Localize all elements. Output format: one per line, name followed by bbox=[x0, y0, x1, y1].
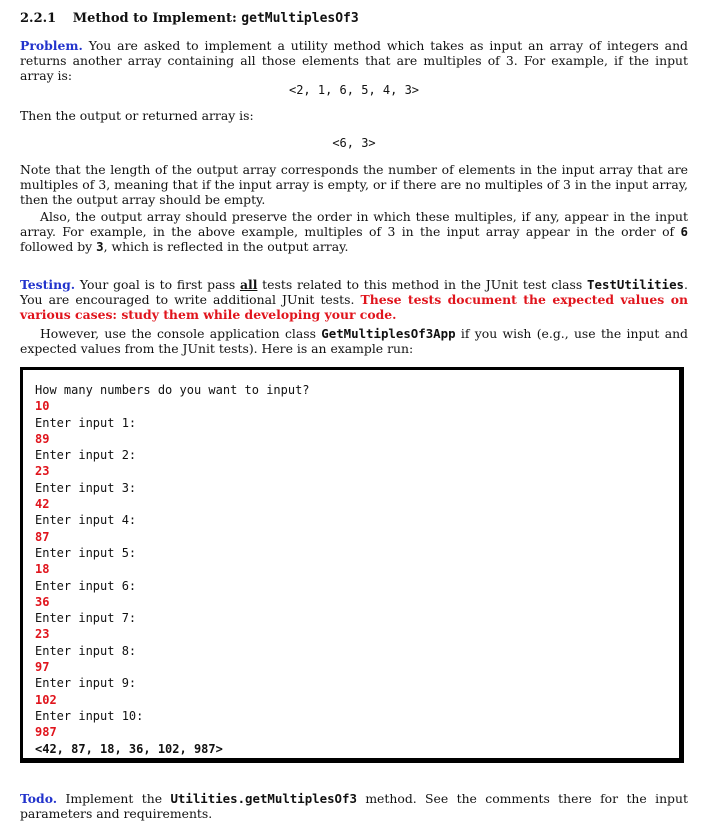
console-line: Enter input 6: bbox=[35, 578, 137, 593]
console-line: 89 bbox=[35, 431, 50, 446]
testing-text-2: tests related to this method in the JUnit test class bbox=[262, 277, 583, 292]
console-line: 987 bbox=[35, 725, 57, 740]
however-paragraph bbox=[20, 326, 688, 356]
order-six: 6 bbox=[680, 224, 688, 239]
app-class-name: GetMultiplesOf3App bbox=[321, 326, 456, 341]
todo-paragraph bbox=[20, 791, 688, 821]
console-line: Enter input 1: bbox=[35, 415, 137, 430]
example-output-array: <6, 3> bbox=[332, 136, 376, 150]
problem-text: You are asked to implement a utility method which takes as input an array of integers and returns another array containing all those elements that are multiples of 3. For example, if the input array is: bbox=[20, 38, 688, 83]
console-line: 97 bbox=[35, 660, 50, 675]
order-text-1: Also, the output array should preserve the order in which these multiples, if any, appear in the input array. For example, in the above example, multiples of 3 in the input array appear in the order of bbox=[20, 209, 688, 239]
console-line: 23 bbox=[35, 464, 50, 479]
order-three: 3 bbox=[96, 239, 104, 254]
testing-text-1: Your goal is to first pass bbox=[79, 277, 236, 292]
testing-paragraph bbox=[20, 277, 688, 322]
console-line: 36 bbox=[35, 594, 50, 609]
console-line: 87 bbox=[35, 529, 50, 544]
testing-label: Testing. bbox=[20, 277, 76, 292]
section-method-name: getMultiplesOf3 bbox=[241, 11, 359, 26]
console-line: How many numbers do you want to input? bbox=[35, 383, 310, 397]
console-line: 10 bbox=[35, 399, 50, 414]
section-number: 2.2.1 bbox=[20, 11, 57, 26]
note-paragraph: Note that the length of the output array corresponds the number of elements in the input array that are multiples of 3, meaning that if the input array is empty, or if there are no multiples of 3 in the input array, then the output array should be empty. bbox=[20, 162, 688, 207]
testing-class-name: TestUtilities bbox=[587, 277, 685, 292]
console-line: Enter input 8: bbox=[35, 643, 137, 658]
console-line: <42, 87, 18, 36, 102, 987> bbox=[35, 741, 223, 756]
order-text-2: followed by bbox=[20, 239, 93, 254]
section-title: Method to Implement: bbox=[72, 11, 237, 26]
section-heading bbox=[20, 11, 359, 26]
however-text-2: if you wish (e.g., use the input and expected values from the JUnit tests). Here is an example run: bbox=[20, 326, 688, 356]
console-line: 23 bbox=[35, 627, 50, 642]
order-paragraph bbox=[20, 209, 688, 254]
todo-label: Todo. bbox=[20, 791, 58, 806]
testing-red-note: These tests document the expected values on various cases: study them while developing your code. bbox=[20, 292, 688, 322]
console-line: Enter input 3: bbox=[35, 480, 137, 495]
testing-text-3: . You are encouraged to write additional JUnit tests. bbox=[20, 277, 688, 307]
console-line: Enter input 9: bbox=[35, 676, 137, 691]
console-line: Enter input 10: bbox=[35, 708, 144, 723]
example-input-array: <2, 1, 6, 5, 4, 3> bbox=[288, 83, 420, 97]
console-line: 102 bbox=[35, 692, 57, 707]
console-line: Enter input 5: bbox=[35, 545, 137, 560]
todo-method-name: Utilities.getMultiplesOf3 bbox=[170, 791, 357, 806]
console-output-box bbox=[20, 367, 684, 763]
problem-label: Problem. bbox=[20, 38, 83, 53]
console-line: 42 bbox=[35, 497, 50, 512]
then-text: Then the output or returned array is: bbox=[20, 108, 254, 123]
problem-paragraph bbox=[20, 38, 688, 83]
testing-all-word: all bbox=[239, 277, 258, 292]
console-line: Enter input 4: bbox=[35, 513, 137, 528]
order-text-3: , which is reflected in the output array. bbox=[103, 239, 349, 254]
however-text-1: However, use the console application class bbox=[40, 326, 316, 341]
console-line: 18 bbox=[35, 562, 50, 577]
todo-text-2: method. See the comments there for the input parameters and requirements. bbox=[20, 791, 688, 821]
console-line: Enter input 2: bbox=[35, 448, 137, 463]
console-line: Enter input 7: bbox=[35, 611, 137, 626]
todo-text-1: Implement the bbox=[65, 791, 163, 806]
